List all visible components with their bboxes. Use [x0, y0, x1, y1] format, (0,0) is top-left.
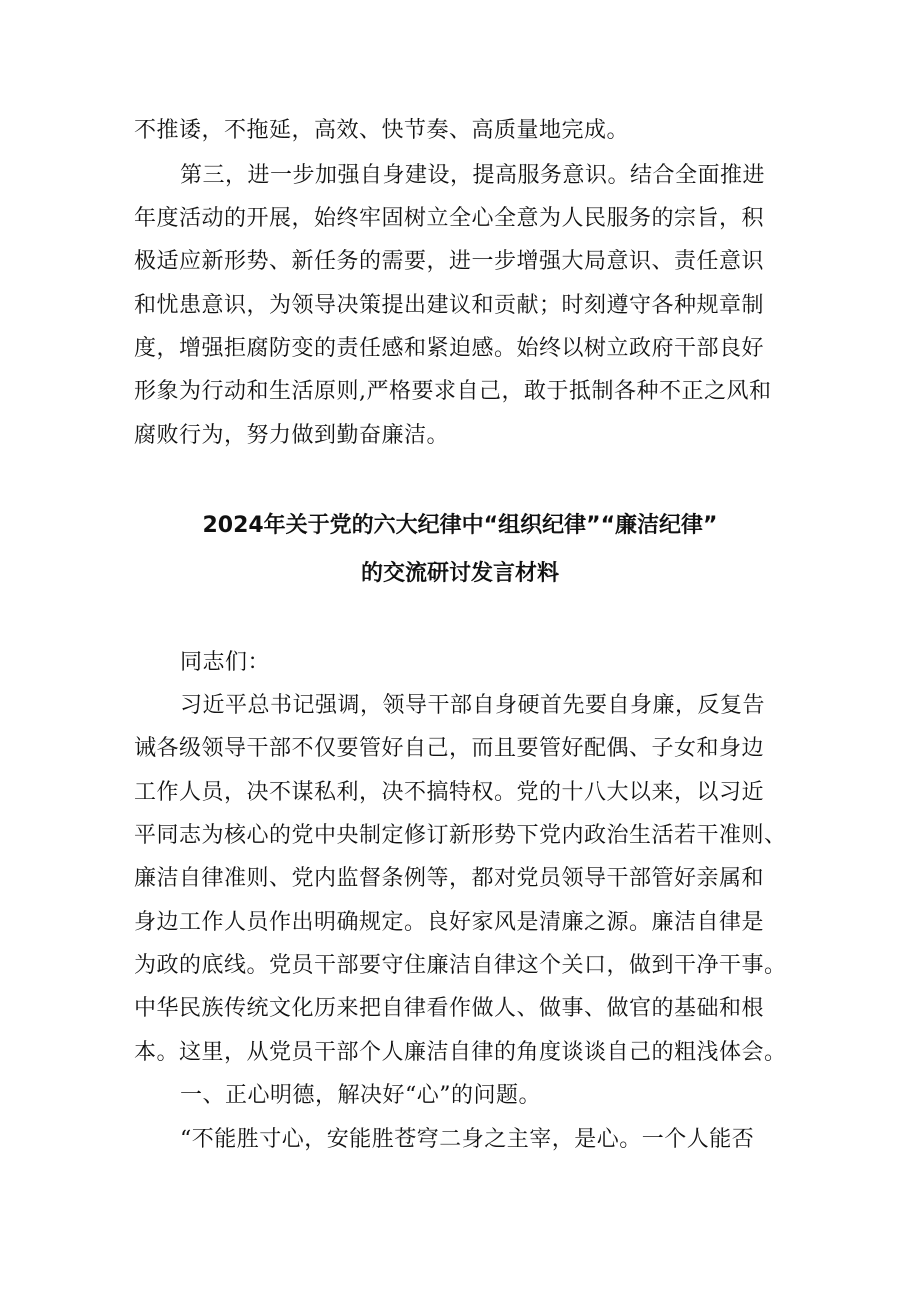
paragraph-line: 中华民族传统文化历来把自律看作做人、做事、做官的基础和根 [134, 996, 765, 1021]
salutation: 同志们： [180, 650, 271, 675]
paragraph-line: 为政的底线。党员干部要守住廉洁自律这个关口，做到干净干事。 [134, 953, 787, 978]
paragraph-line: 工作人员，决不谋私利，决不搞特权。党的十八大以来，以习近 [134, 780, 765, 805]
paragraph-line: 平同志为核心的党中央制定修订新形势下党内政治生活若干准则、 [134, 823, 787, 848]
paragraph-line: “不能胜寸心，安能胜苍穹二身之主宰，是心。一个人能否 [180, 1127, 755, 1152]
document-title-line-1: 2024年关于党的六大纪律中“组织纪律”“廉洁纪律” [202, 513, 718, 538]
paragraph-line: 习近平总书记强调，领导干部自身硬首先要自身廉，反复告 [180, 693, 766, 718]
paragraph-line: 形象为行动和生活原则,严格要求自己，敢于抵制各种不正之风和 [134, 379, 772, 404]
paragraph-line: 第三，进一步加强自身建设，提高服务意识。结合全面推进 [180, 163, 766, 188]
section-heading: 一、正心明德，解决好“心”的问题。 [180, 1083, 541, 1108]
paragraph-line: 腐败行为，努力做到勤奋廉洁。 [134, 423, 450, 448]
paragraph-line: 年度活动的开展，始终牢固树立全心全意为人民服务的宗旨，积 [134, 206, 765, 231]
paragraph-line: 诫各级领导干部不仅要管好自己，而且要管好配偶、子女和身边 [134, 736, 765, 761]
paragraph-line: 身边工作人员作出明确规定。良好家风是清廉之源。廉洁自律是 [134, 910, 765, 935]
paragraph-line: 极适应新形势、新任务的需要，进一步增强大局意识、责任意识 [134, 249, 765, 274]
paragraph-line: 度，增强拒腐防变的责任感和紧迫感。始终以树立政府干部良好 [134, 336, 765, 361]
paragraph-line: 本。这里，从党员干部个人廉洁自律的角度谈谈自己的粗浅体会。 [134, 1040, 787, 1065]
paragraph-line: 不推诿，不拖延，高效、快节奏、高质量地完成。 [134, 118, 630, 143]
paragraph-line: 和忧患意识，为领导决策提出建议和贡献；时刻遵守各种规章制 [134, 293, 765, 318]
paragraph-line: 廉洁自律准则、党内监督条例等，都对党员领导干部管好亲属和 [134, 866, 765, 891]
document-title-line-2: 的交流研讨发言材料 [360, 561, 559, 586]
